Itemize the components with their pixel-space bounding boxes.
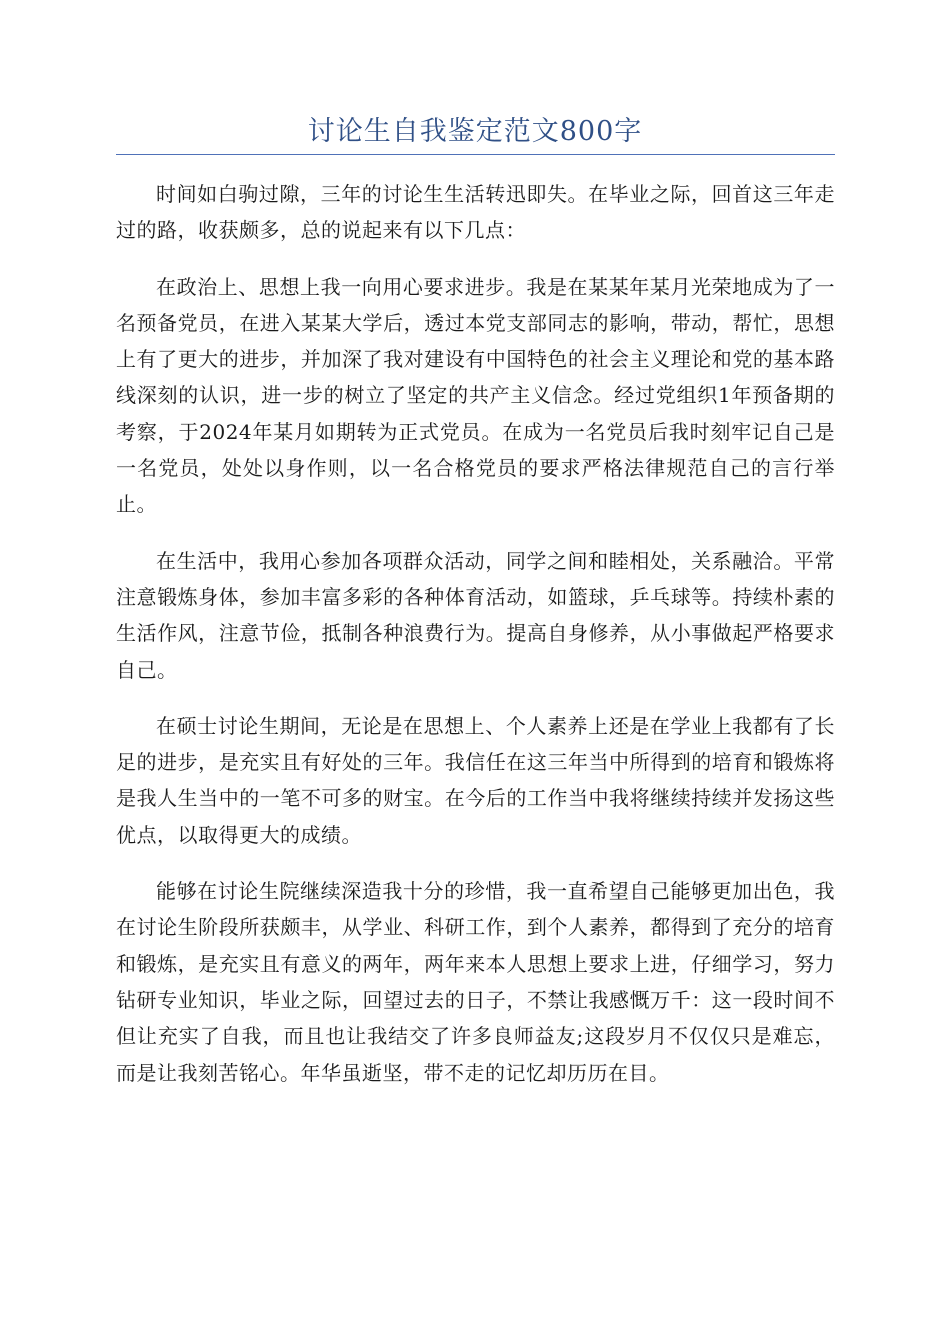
paragraph: 在硕士讨论生期间，无论是在思想上、个人素养上还是在学业上我都有了长足的进步，是充实且有好处的三年。我信任在这三年当中所得到的培育和锻炼将是我人生当中的一笔不可多的财宝。在今后的工作当中我将继续持续并发扬这些优点，以取得更大的成绩。 xyxy=(116,713,835,847)
paragraph: 能够在讨论生院继续深造我十分的珍惜，我一直希望自己能够更加出色，我在讨论生阶段所获颇丰，从学业、科研工作，到个人素养，都得到了充分的培育和锻炼，是充实且有意义的两年，两年来本人思想上要求上进，仔细学习，努力钻研专业知识，毕业之际，回望过去的日子，不禁让我感慨万千：这一段时间不但让充实了自我，而且也让我结交了许多良师益友;这段岁月不仅仅只是难忘，而是让我刻苦铭心。年华虽逝坚，带不走的记忆却历历在目。 xyxy=(116,879,835,1085)
paragraph: 在政治上、思想上我一向用心要求进步。我是在某某年某月光荣地成为了一名预备党员，在进入某某大学后，透过本党支部同志的影响，带动，帮忙，思想上有了更大的进步，并加深了我对建设有中国特色的社会主义理论和党的基本路线深刻的认识，进一步的树立了坚定的共产主义信念。经过党组织1年预备期的考察，于2024年某月如期转为正式党员。在成为一名党员后我时刻牢记自己是一名党员，处处以身作则，以一名合格党员的要求严格法律规范自己的言行举止。 xyxy=(116,274,835,517)
title-underline xyxy=(116,154,835,155)
document-title: 讨论生自我鉴定范文800字 xyxy=(307,116,643,147)
paragraph: 在生活中，我用心参加各项群众活动，同学之间和睦相处，关系融洽。平常注意锻炼身体，参加丰富多彩的各种体育活动，如篮球，乒乓球等。持续朴素的生活作风，注意节俭，抵制各种浪费行为。提高自身修养，从小事做起严格要求自己。 xyxy=(116,548,835,682)
paragraph: 时间如白驹过隙，三年的讨论生生活转迅即失。在毕业之际，回首这三年走过的路，收获颇多，总的说起来有以下几点： xyxy=(116,182,835,243)
document-body xyxy=(116,176,835,1111)
